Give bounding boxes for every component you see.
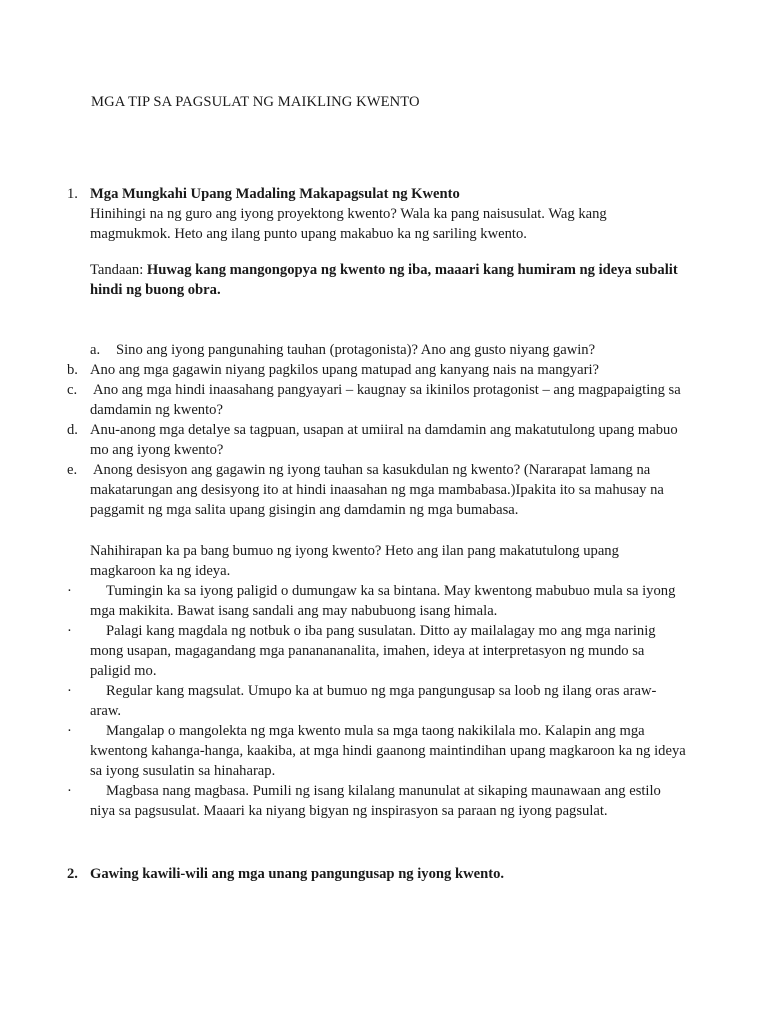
list-item-text: Ano ang mga gagawin niyang pagkilos upang matupad ang kanyang nais na mangyari? [90, 362, 600, 378]
document-title: MGA TIP SA PAGSULAT NG MAIKLING KWENTO [91, 94, 420, 110]
list-marker: b. [67, 362, 78, 378]
list-item [67, 781, 687, 821]
list-item-text: Anu-anong mga detalye sa tagpuan, usapan at umiiral na damdamin ang makatutulong upang mabuo mo ang iyong kwento? [90, 422, 678, 458]
question-list [67, 340, 687, 520]
list-item [67, 621, 687, 681]
bullet-icon: · [67, 623, 72, 639]
list-item-text: Magbasa nang magbasa. Pumili ng isang kilalang manunulat at sikaping maunawaan ang estilo niya sa pagsusulat. Maaari ka niyang bigyan ng inspirasyon sa paraan ng iyong pagsulat. [90, 783, 661, 819]
list-marker: a. [90, 342, 101, 358]
section-2-heading: Gawing kawili-wili ang mga unang pangungusap ng iyong kwento. [90, 866, 505, 882]
section-1 [67, 184, 687, 244]
tandaan-label: Tandaan: [90, 262, 147, 278]
bullet-icon: · [67, 723, 72, 739]
list-item [67, 681, 687, 721]
list-marker: d. [67, 422, 78, 438]
list-item-text: Regular kang magsulat. Umupo ka at bumuo ng mga pangungusap sa loob ng ilang oras araw-araw. [90, 683, 657, 719]
list-item-text: Sino ang iyong pangunahing tauhan (protagonista)? Ano ang gusto niyang gawin? [116, 342, 596, 358]
section-1-heading: Mga Mungkahi Upang Madaling Makapagsulat ng Kwento [90, 186, 460, 202]
list-item [67, 380, 687, 420]
bullet-icon: · [67, 583, 72, 599]
list-item-text: Mangalap o mangolekta ng mga kwento mula sa mga taong nakikilala mo. Kalapin ang mga kwentong kahanga-hanga, kaakiba, at mga hindi gaanong maintindihan upang magkaroon ka ng ideya sa iyong susulatin sa hinaharap. [90, 723, 686, 779]
section-2 [67, 864, 687, 884]
list-item-text: Anong desisyon ang gagawin ng iyong tauhan sa kasukdulan ng kwento? (Nararapat lamang na makatarungan ang desisyong ito at hindi inaasahan ng mga mambabasa.)Ipakita ito sa mahusay na paggamit ng mga salita upang gisingin ang damdamin ng mga bumabasa. [90, 462, 664, 518]
list-item [67, 420, 687, 460]
help-intro: Nahihirapan ka pa bang bumuo ng iyong kwento? Heto ang ilan pang makatutulong upang magkaroon ka ng ideya. [90, 543, 619, 579]
list-item [67, 721, 687, 781]
list-item [67, 340, 687, 360]
tandaan-note [90, 260, 680, 300]
bullet-icon: · [67, 783, 72, 799]
list-item-text: Palagi kang magdala ng notbuk o iba pang susulatan. Ditto ay mailalagay mo ang mga narinig mong usapan, magagandang mga pananananalita, imahen, ideya at interpretasyon ng mundo sa paligid mo. [90, 623, 656, 679]
list-item [67, 460, 687, 520]
section-2-number: 2. [67, 866, 78, 882]
section-1-number: 1. [67, 186, 78, 202]
bullet-icon: · [67, 683, 72, 699]
list-item-text: Ano ang mga hindi inaasahang pangyayari – kaugnay sa ikinilos protagonist – ang magpapaigting sa damdamin ng kwento? [90, 382, 681, 418]
list-item [67, 581, 687, 621]
tandaan-text: Huwag kang mangongopya ng kwento ng iba, maaari kang humiram ng ideya subalit hindi ng buong obra. [90, 262, 678, 298]
list-marker: e. [67, 462, 78, 478]
tips-list [67, 581, 687, 821]
list-marker: c. [67, 382, 78, 398]
section-1-intro: Hinihingi na ng guro ang iyong proyektong kwento? Wala ka pang naisusulat. Wag kang magmukmok. Heto ang ilang punto upang makabuo ka ng sariling kwento. [90, 206, 607, 242]
list-item-text: Tumingin ka sa iyong paligid o dumungaw ka sa bintana. May kwentong mabubuo mula sa iyong mga makikita. Bawat isang sandali ang may nabubuong isang himala. [90, 583, 676, 619]
list-item [67, 360, 687, 380]
